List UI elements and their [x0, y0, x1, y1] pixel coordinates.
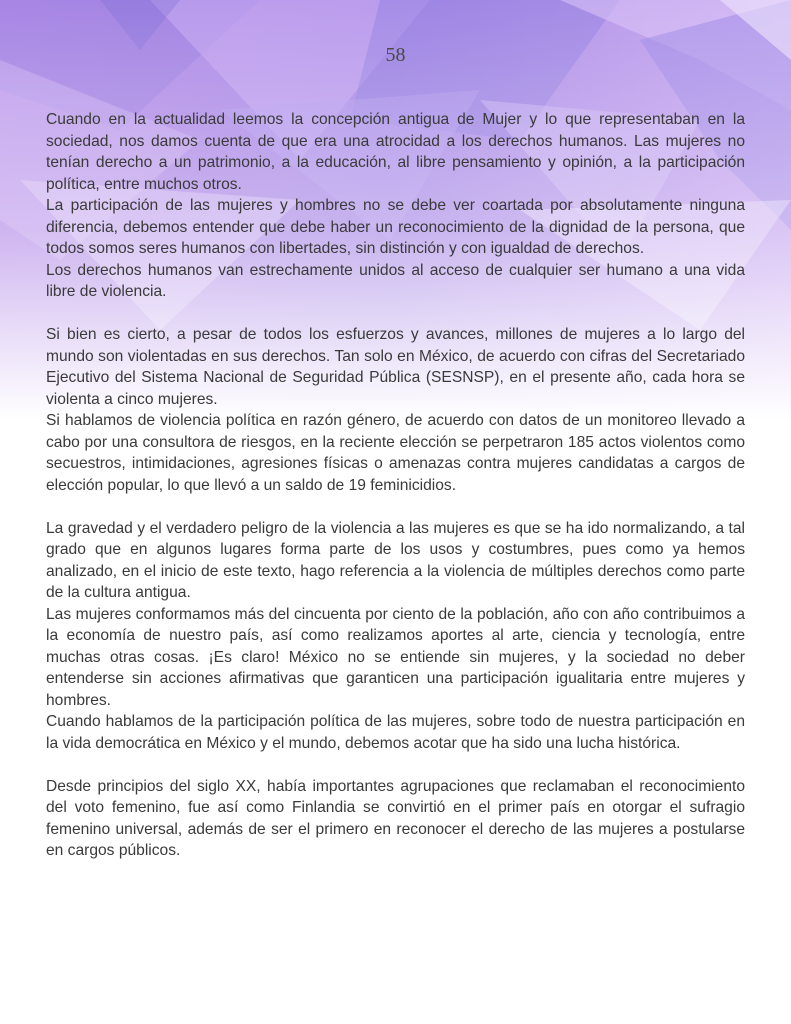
- paragraph-gap: [46, 303, 745, 325]
- paragraph: Si hablamos de violencia política en razón género, de acuerdo con datos de un monitoreo llevado a cabo por una consultora de riesgos, en la reciente elección se perpetraron 185 actos violentos como secuestros, intimidaciones, agresiones físicas o amenazas contra mujeres candidatas a cargos de elección popular, lo que llevó a un saldo de 19 feminicidios.: [46, 412, 745, 494]
- page-number: 58: [385, 44, 406, 66]
- paragraph: Los derechos humanos van estrechamente unidos al acceso de cualquier ser humano a una vida libre de violencia.: [46, 261, 745, 300]
- paragraph-gap: [46, 754, 745, 776]
- body-text: [46, 109, 745, 862]
- paragraph: Las mujeres conformamos más del cincuenta por ciento de la población, año con año contribuimos a la economía de nuestro país, así como realizamos aportes al arte, ciencia y tecnología, entre muchas otras cosas. ¡Es claro! México no se entiende sin mujeres, y la sociedad no deber entenderse sin acciones afirmativas que garanticen una participación igualitaria entre mujeres y hombres.: [46, 605, 745, 709]
- paragraph: La gravedad y el verdadero peligro de la violencia a las mujeres es que se ha ido normalizando, a tal grado que en algunos lugares forma parte de los usos y costumbres, pues como ya hemos analizado, en el inicio de este texto, hago referencia a la violencia de múltiples derechos como parte de la cultura antigua.: [46, 519, 745, 601]
- paragraph: Si bien es cierto, a pesar de todos los esfuerzos y avances, millones de mujeres a lo largo del mundo son violentadas en sus derechos. Tan solo en México, de acuerdo con cifras del Secretariado Ejecutivo del Sistema Nacional de Seguridad Pública (SESNSP), en el presente año, cada hora se violenta a cinco mujeres.: [46, 326, 745, 408]
- paragraph: Desde principios del siglo XX, había importantes agrupaciones que reclamaban el reconocimiento del voto femenino, fue así como Finlandia se convirtió en el primer país en otorgar el sufragio femenino universal, además de ser el primero en reconocer el derecho de las mujeres a postularse en cargos públicos.: [46, 777, 745, 859]
- paragraph-gap: [46, 496, 745, 518]
- paragraph: La participación de las mujeres y hombres no se debe ver coartada por absolutamente ninguna diferencia, debemos entender que debe haber un reconocimiento de la dignidad de la persona, que todos somos seres humanos con libertades, sin distinción y con igualdad de derechos.: [46, 197, 745, 257]
- paragraph: Cuando en la actualidad leemos la concepción antigua de Mujer y lo que representaban en la sociedad, nos damos cuenta de que era una atrocidad a los derechos humanos. Las mujeres no tenían derecho a un patrimonio, a la educación, al libre pensamiento y opinión, a la participación política, entre muchos otros.: [46, 111, 745, 193]
- paragraph: Cuando hablamos de la participación política de las mujeres, sobre todo de nuestra participación en la vida democrática en México y el mundo, debemos acotar que ha sido una lucha histórica.: [46, 713, 745, 752]
